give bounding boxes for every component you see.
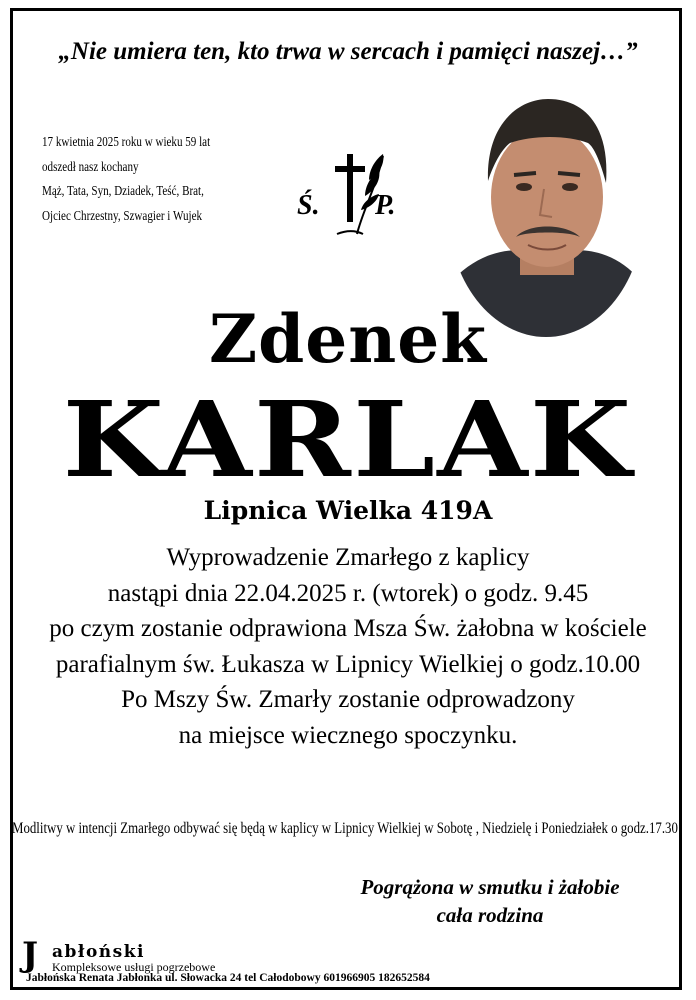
sp-symbol xyxy=(297,150,417,250)
sp-right-letter: P. xyxy=(375,190,396,221)
announcement-line: po czym zostanie odprawiona Msza Św. żałobna w kościele xyxy=(49,615,647,642)
announcement-line: na miejsce wiecznego spoczynku. xyxy=(178,721,518,749)
announcement-line: Po Mszy Św. Zmarły zostanie odprowadzony xyxy=(121,686,575,713)
funeral-home-name: abłoński xyxy=(52,942,145,962)
intro-line: odszedł nasz kochany xyxy=(42,158,139,174)
death-intro xyxy=(42,130,247,228)
funeral-announcement xyxy=(0,540,696,753)
memorial-quote: „Nie umiera ten, kto trwa w sercach i pamięci naszej…” xyxy=(58,38,638,65)
deceased-first-name: Zdenek xyxy=(208,300,488,378)
prayer-schedule: Modlitwy w intencji Zmarłego odbywać się będą w kaplicy w Lipnicy Wielkiej w Sobotę , Niedzielę i Poniedziałek o godz.17.30 xyxy=(12,820,678,837)
mourners-line: Pogrążona w smutku i żałobie xyxy=(360,875,620,899)
deceased-surname: KARLAK xyxy=(62,378,634,501)
deceased-address: Lipnica Wielka 419A xyxy=(203,496,493,525)
funeral-home-contact: Jabłońska Renata Jabłonka ul. Słowacka 24 tel Całodobowy 601966905 182652584 xyxy=(26,972,430,984)
announcement-line: Wyprowadzenie Zmarłego z kaplicy xyxy=(166,544,530,571)
announcement-line: nastąpi dnia 22.04.2025 r. (wtorek) o godz. 9.45 xyxy=(107,579,589,607)
announcement-line: parafialnym św. Łukasza w Lipnicy Wielkiej o godz.10.00 xyxy=(55,650,641,678)
mourners-line: cała rodzina xyxy=(436,903,544,927)
mourners-signature xyxy=(300,873,680,929)
funeral-home-logo: J xyxy=(22,935,39,975)
sp-left-letter: Ś. xyxy=(297,190,320,221)
intro-line: Mąż, Tata, Syn, Dziadek, Teść, Brat, xyxy=(42,183,204,198)
intro-line: 17 kwietnia 2025 roku w wieku 59 lat xyxy=(42,134,211,149)
funeral-home-tagline: Kompleksowe usługi pogrzebowe xyxy=(52,960,216,974)
intro-line: Ojciec Chrzestny, Szwagier i Wujek xyxy=(42,207,203,223)
